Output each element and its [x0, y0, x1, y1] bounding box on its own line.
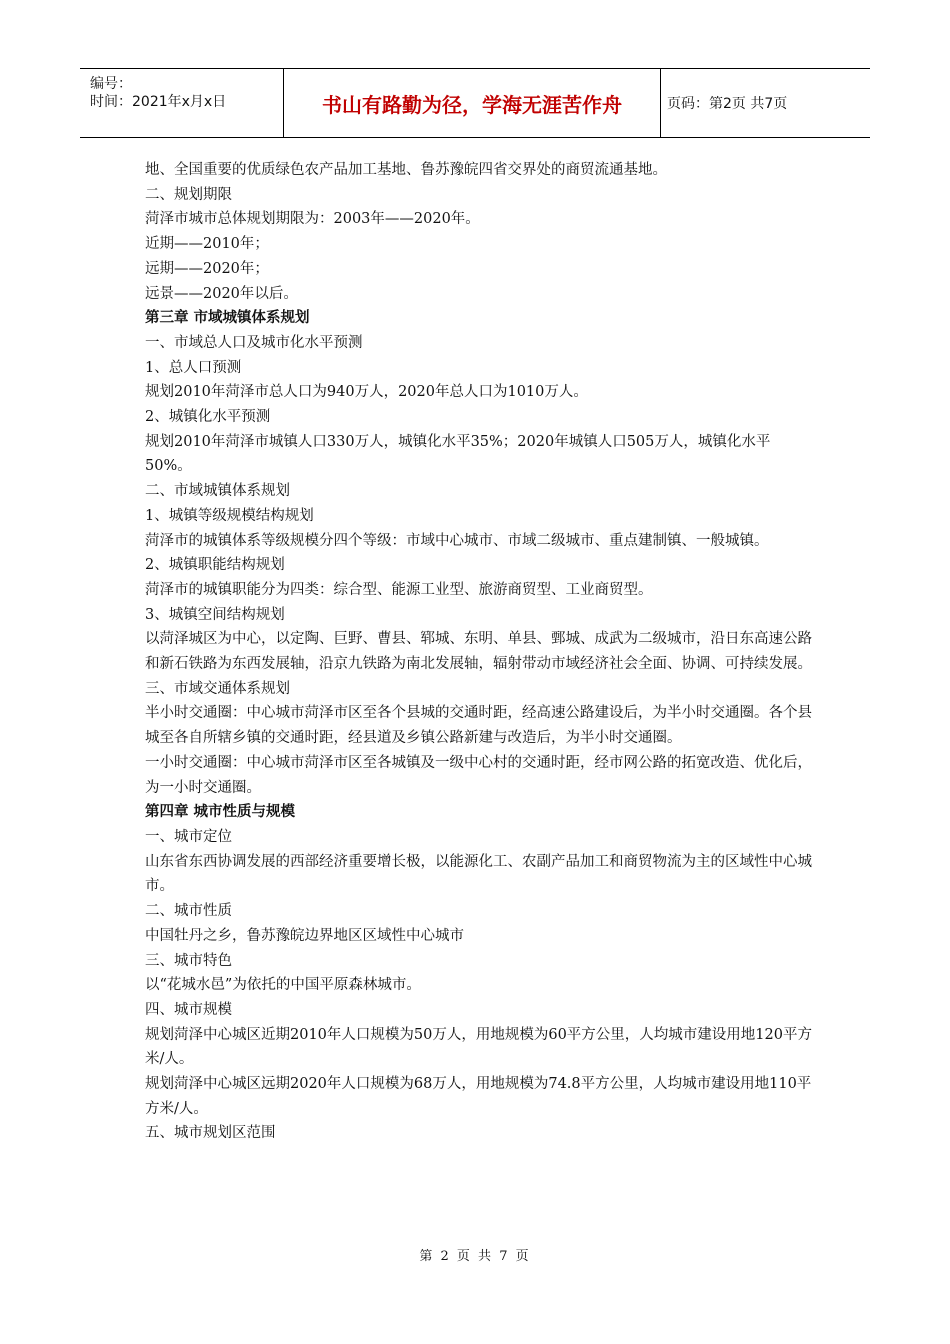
body-paragraph: 三、市域交通体系规划 — [145, 680, 290, 697]
document-body — [145, 158, 815, 1146]
body-paragraph: 1、城镇等级规模结构规划 — [145, 507, 314, 524]
body-paragraph: 半小时交通圈：中心城市菏泽市区至各个县城的交通时距，经高速公路建设后，为半小时交通圈。各个县城至各自所辖乡镇的交通时距，经县道及乡镇公路新建与改造后，为半小时交通圈。 — [145, 705, 812, 747]
body-paragraph: 四、城市规模 — [145, 1001, 232, 1018]
page-header — [80, 68, 870, 138]
body-paragraph: 中国牡丹之乡，鲁苏豫皖边界地区区域性中心城市 — [145, 927, 464, 944]
body-paragraph: 近期——2010年； — [145, 236, 269, 253]
body-paragraph: 地、全国重要的优质绿色农产品加工基地、鲁苏豫皖四省交界处的商贸流通基地。 — [145, 162, 667, 178]
body-paragraph: 三、城市特色 — [145, 952, 232, 969]
chapter-heading: 第四章 城市性质与规模 — [145, 804, 296, 821]
page-footer: 第 2 页 共 7 页 — [419, 1249, 531, 1264]
body-paragraph: 菏泽市的城镇体系等级规模分四个等级：市域中心城市、市域二级城市、重点建制镇、一般城镇。 — [145, 532, 769, 549]
body-paragraph: 一、城市定位 — [145, 828, 232, 845]
body-paragraph: 五、城市规划区范围 — [145, 1125, 276, 1142]
body-paragraph: 二、市域城镇体系规划 — [145, 483, 290, 500]
body-paragraph: 规划菏泽中心城区远期2020年人口规模为68万人，用地规模为74.8平方公里，人均城市建设用地110平方米/人。 — [145, 1076, 812, 1117]
body-paragraph: 一小时交通圈：中心城市菏泽市区至各城镇及一级中心村的交通时距，经市网公路的拓宽改造、优化后，为一小时交通圈。 — [145, 754, 812, 796]
body-paragraph: 以菏泽城区为中心，以定陶、巨野、曹县、郓城、东明、单县、鄄城、成武为二级城市，沿日东高速公路和新石铁路为东西发展轴，沿京九铁路为南北发展轴，辐射带动市域经济社会全面、协调、可持续发展。 — [145, 631, 812, 673]
body-paragraph: 菏泽市城市总体规划期限为：2003年——2020年。 — [145, 211, 480, 228]
chapter-heading: 第三章 市域城镇体系规划 — [145, 310, 310, 327]
body-paragraph: 二、规划期限 — [145, 186, 232, 203]
body-paragraph: 一、市域总人口及城市化水平预测 — [145, 334, 363, 351]
body-paragraph: 规划2010年菏泽市总人口为940万人，2020年总人口为1010万人。 — [145, 384, 588, 401]
body-paragraph: 3、城镇空间结构规划 — [145, 606, 285, 623]
body-paragraph: 山东省东西协调发展的西部经济重要增长极，以能源化工、农副产品加工和商贸物流为主的区域性中心城市。 — [145, 853, 812, 895]
body-paragraph: 2、城镇职能结构规划 — [145, 557, 285, 574]
document-date-label: 时间：2021年x月x日 — [90, 94, 227, 110]
body-paragraph: 菏泽市的城镇职能分为四类：综合型、能源工业型、旅游商贸型、工业商贸型。 — [145, 581, 653, 598]
body-paragraph: 二、城市性质 — [145, 903, 232, 920]
body-paragraph: 以“花城水邑”为依托的中国平原森林城市。 — [145, 977, 421, 994]
header-page-info: 页码：第2页 共7页 — [667, 96, 788, 112]
body-paragraph: 规划菏泽中心城区近期2010年人口规模为50万人，用地规模为60平方公里，人均城市建设用地120平方米/人。 — [145, 1026, 812, 1068]
body-paragraph: 1、总人口预测 — [145, 359, 242, 376]
body-paragraph: 规划2010年菏泽市城镇人口330万人，城镇化水平35%；2020年城镇人口505万人，城镇化水平50%。 — [145, 433, 771, 475]
header-left-cell — [80, 69, 283, 137]
document-number-label: 编号： — [90, 76, 132, 92]
body-paragraph: 2、城镇化水平预测 — [145, 409, 271, 426]
body-paragraph: 远期——2020年； — [145, 260, 269, 277]
header-motto: 书山有路勤为径，学海无涯苦作舟 — [283, 69, 661, 137]
body-paragraph: 远景——2020年以后。 — [145, 285, 298, 302]
